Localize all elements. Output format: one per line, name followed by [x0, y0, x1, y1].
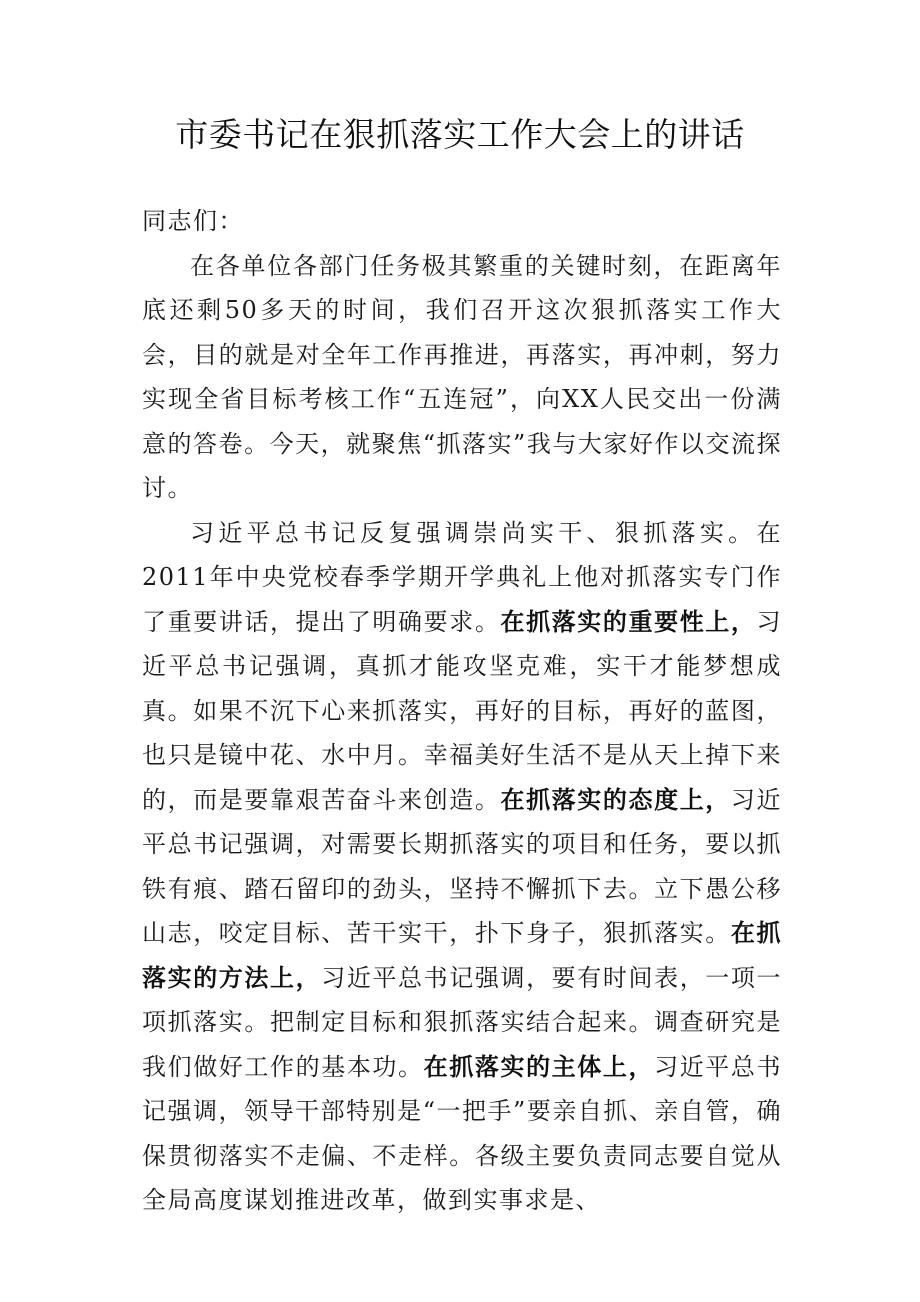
paragraph-opening: 在各单位各部门任务极其繁重的关键时刻，在距离年底还剩50多天的时间，我们召开这次狠抓落实工作大会，目的就是对全年工作再推进，再落实，再冲刺，努力实现全省目标考核工作“五连冠”，向XX人民交出一份满意的答卷。今天，就聚焦“抓落实”我与大家好作以交流探讨。: [142, 251, 782, 502]
bold-heading-method: 在抓落实的方法上，: [142, 918, 783, 992]
paragraph-text: 习近平总书记强调，真抓才能攻坚克难，实干才能梦想成真。如果不沉下心来抓落实，再好的目标，再好的蓝图，也只是镜中花、水中月。幸福美好生活不是从天上掉下来的，而是要靠艰苦奋斗来创造。: [142, 607, 783, 814]
paragraph-text: 习近平总书记反复强调崇尚实干、狠抓落实。在2011年中央党校春季学期开学典礼上他对抓落实专门作了重要讲话，提出了明确要求。: [142, 518, 782, 636]
paragraph-text: 习近平总书记强调，对需要长期抓落实的项目和任务，要以抓铁有痕、踏石留印的劲头，坚持不懈抓下去。立下愚公移山志，咬定目标、苦干实干，扑下身子，狠抓落实。: [142, 785, 783, 947]
document-body: [142, 199, 782, 1223]
bold-heading-importance: 在抓落实的重要性上，: [500, 606, 757, 636]
bold-heading-subject: 在抓落实的主体上，: [423, 1051, 655, 1081]
salutation: 同志们：: [142, 207, 244, 235]
paragraph-text: 习近平总书记强调，要有时间表，一项一项抓落实。把制定目标和狠抓落实结合起来。调查研究是我们做好工作的基本功。: [142, 963, 783, 1081]
bold-heading-attitude: 在抓落实的态度上，: [500, 784, 731, 814]
paragraph-text: 习近平总书记强调，领导干部特别是“一把手”要亲自抓、亲自管，确保贯彻落实不走偏、不走样。各级主要负责同志要自觉从全局高度谋划推进改革，做到实事求是、: [142, 1052, 783, 1214]
document-title: 市委书记在狠抓落实工作大会上的讲话: [175, 115, 745, 154]
paragraph-instructions: [142, 511, 782, 1223]
